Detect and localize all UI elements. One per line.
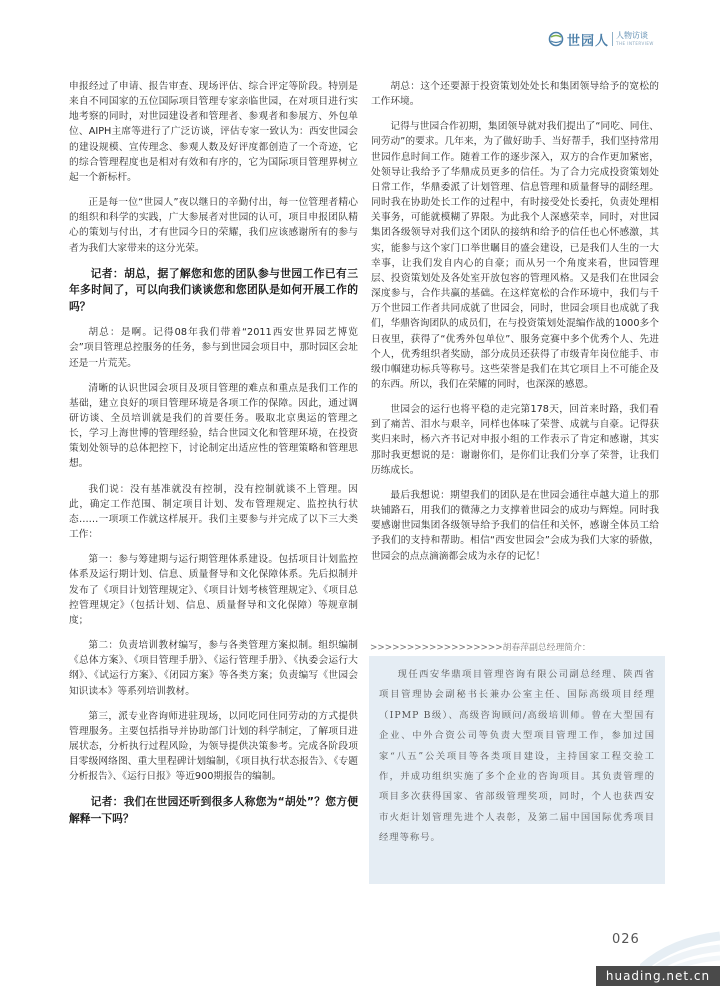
corner-pattern-decoration bbox=[640, 918, 720, 970]
body-paragraph: 记得与世园合作初期，集团领导就对我们提出了“同吃、同住、同劳动”的要求。几年来，为了做好助手、当好帮手，我们坚持常用世园作息时间工作。随着工作的逐步深入，双方的合作更加紧密，处领导让我给予了华鼎成员更多的信任。为了合力完成投资策划处日常工作，华鼎委派了计划管理、信息管理和质量督导的副经理。同时我在协助处长工作的过程中，有时接受处长委托，负责处理相关事务，可能就模糊了界限。为此我个人深感荣幸，同时，对世园集团各级领导对我们这个团队的接纳和给予的信任也心怀感激，其实，能参与这个家门口举世瞩目的盛会建设，已是我们人生的一大幸事，让我们发自内心的自豪；而从另一个角度来看，世园管理层、投资策划处及各处室开放包容的管理风格。又是我们在世园会深度参与，合作共赢的基础。在这样宽松的合作环境中，我们与千万个世园工作者共同成就了世园会，同时，世园会项目也成就了我们，华鼎咨询团队的成员们，在与投资策划处混编作战的1000多个日夜里，获得了“优秀外包单位”、服务竞赛中多个优秀个人、先进个人，优秀组织者奖励，部分成员还获得了市级青年岗位能手、市级巾帼建功标兵等称号。这些荣誉是我们在其它项目上不可能企及的东西。所以，我们在荣耀的同时，也深深的感恩。 bbox=[371, 121, 659, 390]
body-paragraph: 申报经过了申请、报告审查、现场评估、综合评定等阶段。特别是来自不同国家的五位国际项目管理专家亲临世园，在对项目进行实地考察的同时，对世园建设者和管理者、参观者和参展方、外包单位、AIPH主席等进行了广泛访谈，评估专家一致认为：西安世园会的建设规模、宣传理念、参观人数及好评度都创造了一个奇迹，它的综合管理程度也是相对有效和有序的，它为国际项目管理界树立起一个新标杆。 bbox=[69, 81, 358, 183]
body-paragraph: 正是每一位“世园人”夜以继日的辛勤付出，每一位管理者精心的组织和科学的实践，广大参展者对世园的认可，项目申报团队精心的策划与付出，才有世园今日的荣耀，我们应该感谢所有的参与者为我们大家带来的这分光荣。 bbox=[69, 197, 358, 254]
brand-divider bbox=[612, 32, 613, 46]
watermark: huading.net.cn bbox=[596, 966, 720, 986]
section-title: 人物访谈 bbox=[616, 31, 649, 40]
left-text-column bbox=[69, 79, 358, 827]
page-number: 026 bbox=[612, 932, 640, 947]
body-paragraph: 胡总：是啊。记得08年我们带着“2011西安世界园艺博览会”项目管理总控服务的任务，参与到世园会项目中，那时园区会址还是一片荒芜。 bbox=[69, 327, 358, 369]
section-label bbox=[616, 32, 654, 46]
body-paragraph: 第一：参与筹建期与运行期管理体系建设。包括项目计划监控体系及运行期计划、信息、质量督导和文化保障体系。先后拟制并发布了《项目计划管理规定》、《项目计划考核管理规定》、《项目总控管理规定》（包括计划、信息、质量督导和文化保障）等规章制度； bbox=[69, 554, 358, 626]
interview-question: 记者：胡总，据了解您和您的团队参与世园工作已有三年多时间了，可以向我们谈谈您和您团队是如何开展工作的吗？ bbox=[69, 266, 358, 313]
brand-title: 世园人 bbox=[567, 33, 610, 49]
right-text-column bbox=[371, 79, 659, 564]
magazine-brand-header bbox=[548, 28, 698, 50]
body-paragraph: 我们说：没有基准就没有控制，没有控制就谈不上管理。因此，确定工作范围、制定项目计划、发布管理规定、监控执行状态……一项项工作就这样展开。我们主要参与并完成了以下三大类工作： bbox=[69, 483, 358, 541]
section-title-english: THE INTERVIEW bbox=[616, 41, 654, 46]
body-paragraph: 第三，派专业咨询师进驻现场，以同吃同住同劳动的方式提供管理服务。主要包括指导并协助部门计划的科学制定，了解项目进展状态，分析执行过程风险，为领导提供决策参考。完成各阶段项目零级网络图、重大里程碑计划编制，《项目执行状态报告》、《专题分析报告》、《运行日报》等近900期报告的编制。 bbox=[69, 710, 358, 783]
body-paragraph: 世园会的运行也将平稳的走完第178天，回首来时路，我们看到了痛苦、泪水与艰辛，同样也体味了荣誉、成就与自豪。记得获奖归来时，杨六齐书记对申报小组的工作表示了肯定和感谢，其实那时我更想说的是：谢谢你们，是你们让我们分享了荣誉，让我们历练成长。 bbox=[371, 404, 659, 476]
body-paragraph: 清晰的认识世园会项目及项目管理的难点和重点是我们工作的基础，建立良好的项目管理环境是各项工作的保障。因此，通过调研访谈、全员培训就是我们的首要任务。吸取北京奥运的管理之长，学习上海世博的管理经验，结合世园文化和管理环境，在投资策划处领导的总体把控下，讨论制定出适应性的管理策略和管理思想。 bbox=[69, 382, 358, 470]
body-paragraph: 最后我想说：期望我们的团队是在世园会通往卓越大道上的那块铺路石，用我们的微薄之力支撑着世园会的成功与辉煌。同时我要感谢世园集团各级领导给予我们的信任和关怀，感谢全体员工给予我们的支持和帮助。相信“西安世园会”会成为我们大家的骄傲，世园会的点点滴滴都会成为永存的记忆！ bbox=[371, 489, 659, 562]
globe-logo-icon bbox=[548, 31, 564, 47]
bio-box: 现任西安华鼎项目管理咨询有限公司副总经理、陕西省项目管理协会副秘书长兼办公室主任、国际高级项目经理（IPMP B级）、高级咨询顾问/高级培训师。曾在大型国有企业、中外合资公司等负责大型项目管理工作，参加过国家“八五”公关项目等各类项目建设，主持国家工程交验工作，并成功组织实施了多个企业的咨询项目。其负责管理的项目多次获得国家、省部级管理奖项，同时，个人也获西安市火炬计划管理先进个人表彰，及第二届中国国际优秀项目经理等称号。 bbox=[369, 656, 665, 884]
body-paragraph: 胡总：这个还要源于投资策划处处长和集团领导给予的宽松的工作环境。 bbox=[371, 81, 659, 108]
body-paragraph: 第二：负责培训教材编写，参与各类管理方案拟制。组织编制《总体方案》、《项目管理手册》、《运行管理手册》、《执委会运行大纲》、《试运行方案》、《闭园方案》等各类方案；负责编写《世园会知识读本》等系列培训教材。 bbox=[69, 640, 358, 697]
bio-heading: >>>>>>>>>>>>>>>>>>胡春萍副总经理简介： bbox=[370, 643, 591, 653]
interview-question: 记者：我们在世园还听到很多人称您为“胡处”？您方便解释一下吗？ bbox=[69, 795, 358, 825]
